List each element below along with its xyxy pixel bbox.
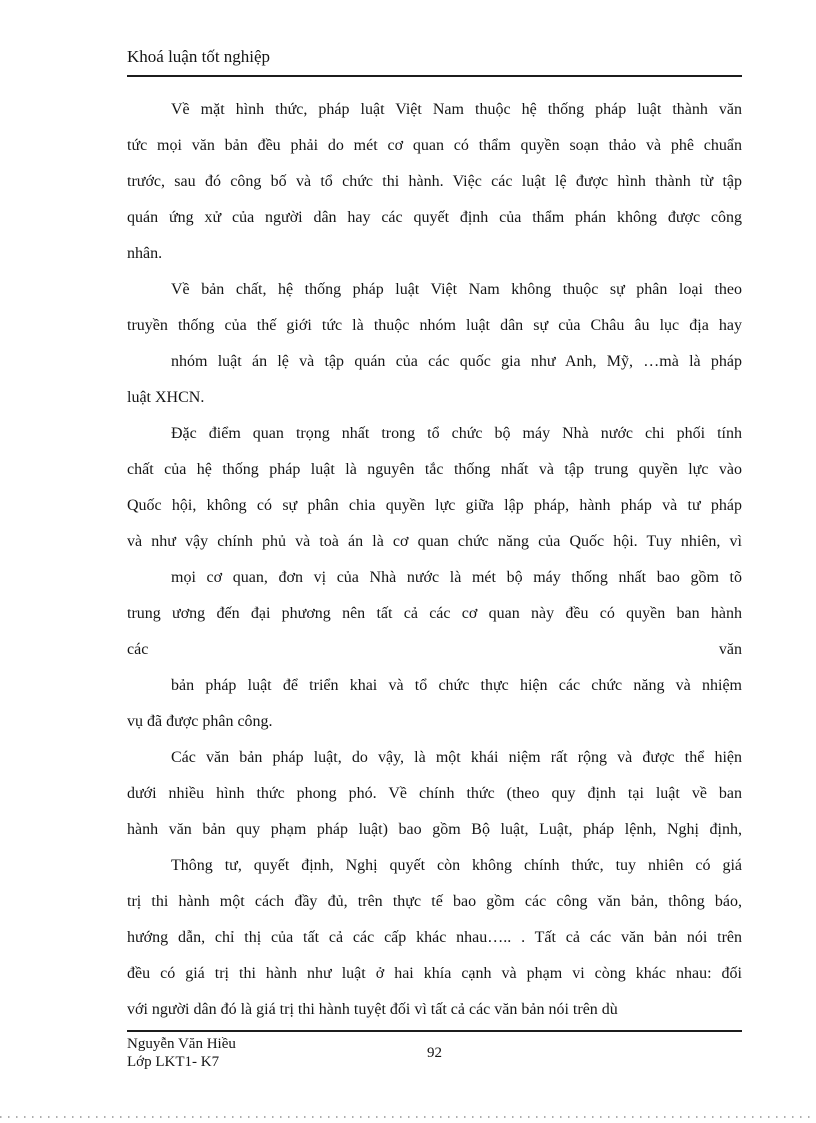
text-line: Thông tư, quyết định, Nghị quyết còn không chính thức, tuy nhiên có giá <box>171 857 742 874</box>
text-line: dưới nhiều hình thức phong phó. Về chính thức (theo quy định tại luật về ban <box>127 785 742 802</box>
footer-class-line: Lớp LKT1- K7 <box>127 1054 220 1070</box>
text-line: và như vậy chính phủ và toà án là cơ quan chức năng của Quốc hội. Tuy nhiên, vì <box>127 533 742 550</box>
text-line: nhân. <box>127 245 163 262</box>
text-line: chất của hệ thống pháp luật là nguyên tắc thống nhất và tập trung quyền lực vào <box>127 461 742 478</box>
text-line: hành văn bản quy phạm pháp luật) bao gồm Bộ luật, Luật, pháp lệnh, Nghị định, <box>127 821 742 838</box>
page-header-title: Khoá luận tốt nghiệp <box>127 47 271 66</box>
text-line: bản pháp luật để triển khai và tổ chức thực hiện các chức năng và nhiệm <box>171 677 742 694</box>
text-line: trung ương đến đại phương nên tất cả các cơ quan này đều có quyền ban hành <box>127 605 742 622</box>
text-line: Về mặt hình thức, pháp luật Việt Nam thuộc hệ thống pháp luật thành văn <box>171 101 742 118</box>
text-line: với người dân đó là giá trị thi hành tuyệt đối vì tất cả các văn bản nói trên dù <box>127 1001 618 1018</box>
text-line: hướng dẫn, chỉ thị của tất cả các cấp khác nhau….. . Tất cả các văn bản nói trên <box>127 929 742 946</box>
footer-author-name: Nguyễn Văn Hiều <box>127 1036 236 1052</box>
page-break-dotted-line <box>0 1116 816 1118</box>
page-header <box>127 46 742 77</box>
page-number: 92 <box>427 1045 442 1061</box>
text-line: các văn <box>127 641 742 658</box>
text-line: Đặc điểm quan trọng nhất trong tổ chức bộ máy Nhà nước chi phối tính <box>171 425 742 442</box>
text-line: truyền thống của thế giới tức là thuộc nhóm luật dân sự của Châu âu lục địa hay <box>127 317 742 334</box>
text-line: vụ đã được phân công. <box>127 713 273 730</box>
text-line: nhóm luật án lệ và tập quán của các quốc gia như Anh, Mỹ, …mà là pháp <box>171 353 742 370</box>
document-body-text <box>127 77 742 1028</box>
text-line: Quốc hội, không có sự phân chia quyền lực giữa lập pháp, hành pháp và tư pháp <box>127 497 742 514</box>
text-line: luật XHCN. <box>127 389 205 406</box>
page-footer <box>127 1030 742 1071</box>
text-line: trị thi hành một cách đầy đủ, trên thực tế bao gồm các công văn bản, thông báo, <box>127 893 742 910</box>
text-line: tức mọi văn bản đều phải do mét cơ quan có thẩm quyền soạn thảo và phê chuẩn <box>127 137 742 154</box>
page-content <box>127 46 742 1028</box>
text-line: trước, sau đó công bố và tổ chức thi hành. Việc các luật lệ được hình thành từ tập <box>127 173 742 190</box>
text-line: đều có giá trị thi hành như luật ở hai khía cạnh và phạm vi còng khác nhau: đối <box>127 965 742 982</box>
text-line: Các văn bản pháp luật, do vậy, là một khái niệm rất rộng và được thể hiện <box>171 749 742 766</box>
text-line: quán ứng xử của người dân hay các quyết định của thẩm phán không được công <box>127 209 742 226</box>
text-line: mọi cơ quan, đơn vị của Nhà nước là mét bộ máy thống nhất bao gồm tõ <box>171 569 742 586</box>
text-line: Về bản chất, hệ thống pháp luật Việt Nam không thuộc sự phân loại theo <box>171 281 742 298</box>
